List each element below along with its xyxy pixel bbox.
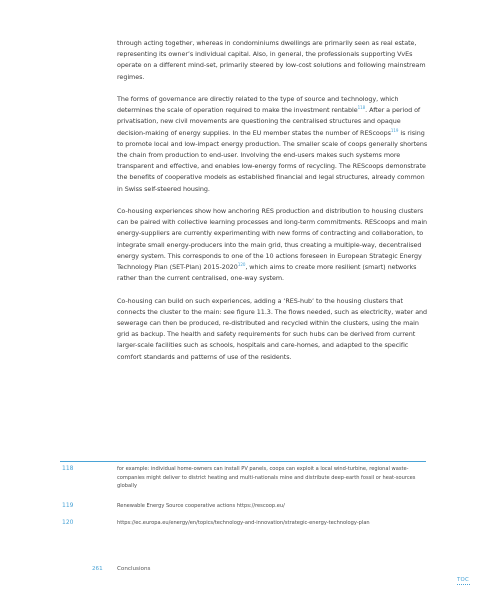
paragraph-text: Co-housing can build on such experiences, adding a ‘RES-hub’ to the housing clusters that connects the cluster to the main: see figure 11.3. The flows needed, such as electricity, water and sewerage can then be produced, re-distributed and recycled within the clusters, using the main grid as backup. The health and safety requirements for such hubs can be derived from current larger-scale facilities such as schools, hospitals and care-homes, and adapted to the specific comfort standards and patterns of use of the residents. bbox=[117, 296, 428, 361]
paragraph-text: through acting together, whereas in condominiums dwellings are primarily seen as real estate, representing its owner’s individual capital. Also, in general, the professionals supporting VvEs operate on a different mind-set, primarily steered by low-cost solutions and following mainstream regimes. bbox=[117, 39, 426, 81]
paragraph-text: The forms of governance are directly related to the type of source and technology, which determines the scale of operation required to make the investment rentable bbox=[117, 95, 399, 115]
footnotes bbox=[62, 465, 426, 526]
paragraph bbox=[117, 296, 430, 363]
footnote-number: 118 bbox=[62, 465, 74, 472]
paragraph-text: , which aims to create more resilient (smart) networks rather than the current centralised, one-way system. bbox=[117, 263, 417, 283]
footnote-119 bbox=[62, 502, 426, 511]
section-title: Conclusions bbox=[117, 566, 151, 572]
footnote-ref[interactable]: 120 bbox=[237, 261, 246, 267]
footnote-divider bbox=[60, 461, 426, 462]
page-number: 261 bbox=[92, 566, 103, 572]
body-text bbox=[117, 38, 430, 374]
toc-underline bbox=[457, 584, 470, 585]
footnote-text: https://ec.europa.eu/energy/en/topics/technology-and-innovation/strategic-energy-technology-plan bbox=[117, 520, 370, 526]
footnote-ref[interactable]: 118 bbox=[357, 105, 366, 111]
footnote-ref[interactable]: 119 bbox=[390, 127, 399, 133]
footnote-118 bbox=[62, 465, 426, 491]
paragraph bbox=[117, 206, 430, 284]
paragraph-text: is rising to promote local and low-impact energy production. The smaller scale of coops generally shortens the chain from production to end-user. Involving the end-users makes such systems more transparent and effective, and enables low-energy forms of recycling. The REScoops demonstrate the benefits of cooperative models as established financial and legal structures, already common in Swiss self-steered housing. bbox=[117, 128, 428, 193]
footnote-number: 120 bbox=[62, 519, 74, 526]
footnote-text: Renewable Energy Source cooperative actions https://rescoop.eu/ bbox=[117, 503, 285, 509]
paragraph bbox=[117, 94, 430, 195]
footnote-120 bbox=[62, 519, 426, 528]
paragraph-text: Co-housing experiences show how anchoring RES production and distribution to housing clusters can be paired with collective learning processes and long-term commitments. REScoops and main energy-suppliers are currently experimenting with new forms of contracting and collaboration, to integrate small energy-producers into the main grid, thus creating a multiple-way, decentralised energy system. This corresponds to one of the 10 actions foreseen in European Strategic Energy Technology Plan (SET-Plan) 2015-2020 bbox=[117, 207, 428, 272]
paragraph-text: . After a period of privatisation, new civil movements are questioning the centralised structures and opaque decision-making of energy supplies. In the EU member states the number of REScoops bbox=[117, 106, 421, 137]
toc-label: TOC bbox=[457, 577, 469, 583]
footnote-text: for example: individual home-owners can install PV panels, coops can exploit a local wind-turbine, regional waste-companies might deliver to district heating and multi-nationals mine and distribute deep-earth fossil or heat-sources globally bbox=[117, 466, 416, 490]
paragraph bbox=[117, 38, 430, 83]
footnote-number: 119 bbox=[62, 502, 74, 509]
toc-link[interactable] bbox=[454, 577, 472, 589]
